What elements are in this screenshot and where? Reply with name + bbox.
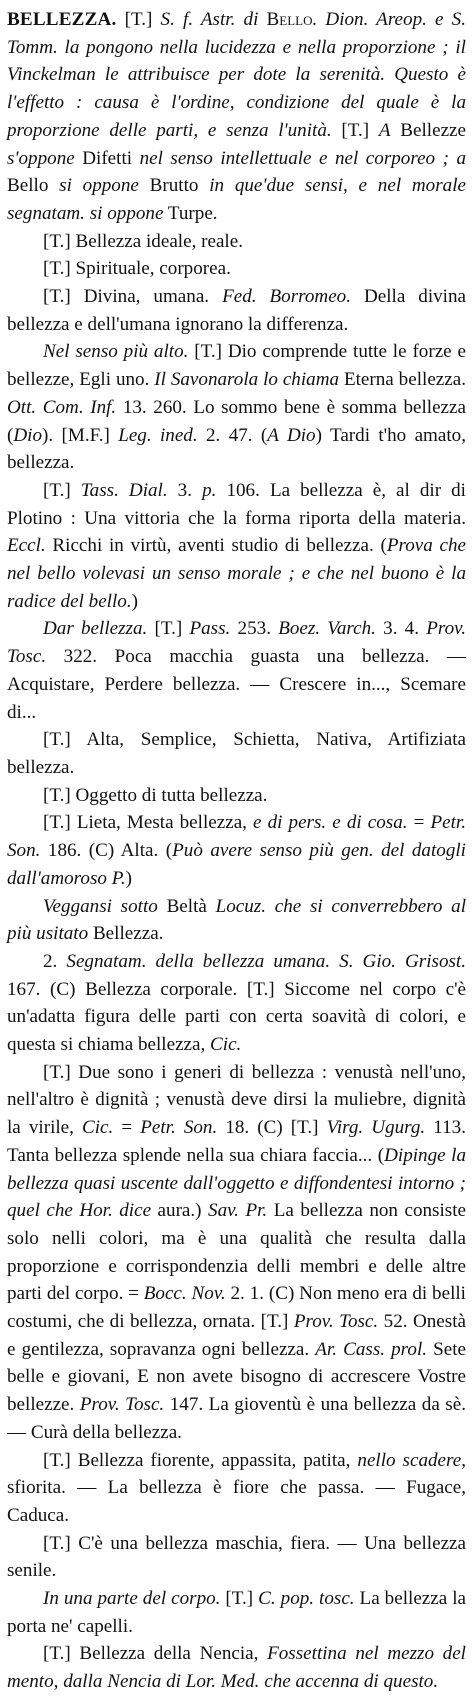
text-run: Bellezze xyxy=(390,119,466,141)
text-run: ) xyxy=(131,590,138,612)
text-run: [T.] Bellezza della Nencia, xyxy=(43,1643,268,1665)
entry-paragraph xyxy=(7,1585,466,1640)
text-run: 147. La gioventù è una bellezza da sè. — Curà della bellezza. xyxy=(7,1394,466,1443)
italic-text: Leg. ined. xyxy=(118,424,198,446)
headword: BELLEZZA. xyxy=(7,9,117,30)
italic-text: A xyxy=(378,119,391,141)
text-run: [T.] xyxy=(147,618,190,640)
italic-text: p. xyxy=(202,479,217,501)
italic-text: C. pop. tosc. xyxy=(258,1588,355,1610)
entry-paragraph xyxy=(7,782,466,810)
italic-text: Fossettina nel mezzo del mento, dalla Nencia di Lor. Med. che accenna di questo. xyxy=(7,1643,466,1693)
entry-paragraph xyxy=(7,255,466,283)
text-run: , sfiorita. — La bellezza è fiore che passa. — Fugace, Caduca. xyxy=(7,1449,466,1526)
italic-text: Prov. Tosc. xyxy=(293,1311,379,1333)
entry-paragraph xyxy=(7,726,466,781)
text-run: Ricchi in virtù, aventi studio di bellezza. ( xyxy=(45,535,387,557)
italic-text: Cic. xyxy=(82,1117,114,1139)
italic-text: Ott. Com. Inf. xyxy=(7,396,117,418)
text-run: Brutto xyxy=(138,175,210,197)
text-run: Eterna bellezza. xyxy=(339,369,466,391)
italic-text: Può avere senso più gen. del datogli dall'amoroso P. xyxy=(7,840,466,889)
text-run: 2. 47. ( xyxy=(197,424,268,446)
text-run: ). [M.F.] xyxy=(42,424,119,446)
italic-text: In una parte del corpo. xyxy=(43,1588,221,1610)
text-run: 2. 1. (C) Non meno era di belli costumi, che di bellezza, ornata. [T.] xyxy=(7,1283,466,1333)
italic-text: Bocc. Nov. xyxy=(143,1283,226,1305)
italic-text: Petr. Son. xyxy=(7,812,466,862)
italic-text: Eccl. xyxy=(7,535,46,557)
text-run: [T.] Due sono i generi di bellezza : venustà nell'uno, nell'altro è dignità ; venustà deve dirsi la muliebre, dignità la virile, xyxy=(7,1061,466,1139)
entry-paragraph xyxy=(7,228,466,256)
text-run: [T.] xyxy=(220,1588,259,1610)
entry-paragraph xyxy=(7,893,466,948)
text-run: Bello xyxy=(266,9,313,30)
italic-text: Veggansi sotto xyxy=(43,895,158,917)
text-run: 167. (C) Bellezza corporale. [T.] Siccome nel corpo c'è un'adatta figura delle parti con certa soavità di colori, e questa si chiama bellezza, xyxy=(7,978,466,1056)
text-run: [T.] xyxy=(116,9,161,30)
italic-text: Locuz. che si converrebbero al più usitato xyxy=(7,895,466,945)
entry-paragraph xyxy=(7,809,466,892)
text-run: Sete belle e giovani, E non avete bisogno di accrescere Vostre bellezze. xyxy=(7,1338,467,1416)
entry-paragraph xyxy=(7,1640,466,1695)
text-run: [T.] Oggetto di tutta bellezza. xyxy=(43,784,268,806)
entry-paragraph xyxy=(7,1059,466,1447)
text-run: Difetti xyxy=(74,147,140,169)
text-run: 3. xyxy=(167,479,203,501)
italic-text: Petr. Son. xyxy=(140,1117,218,1139)
italic-text: si oppone xyxy=(59,175,139,197)
entry-paragraph xyxy=(7,615,466,726)
text-run: ) xyxy=(125,867,133,889)
italic-text: Cic. xyxy=(210,1034,242,1056)
text-run: 52. Onestà e gentilezza, sopravanza ogni bellezza. xyxy=(7,1311,466,1360)
text-run: [T.] Bellezza ideale, reale. xyxy=(43,230,243,252)
entry-paragraph xyxy=(7,948,466,1059)
text-run: [T.] xyxy=(331,119,379,141)
italic-text: . Dion. Areop. e S. Tomm. la pongono nella lucidezza e nella proporzione ; il Vinckelman le attribuisce per dote la serenità. Questo è l'effetto : causa è l'ordine, condizione del quale è la proporzione delle parti, e senza l'unità. xyxy=(7,9,466,141)
text-run: [T.] Alta, Semplice, Schietta, Nativa, Artifiziata bellezza. xyxy=(7,729,466,778)
text-run: = xyxy=(407,812,431,834)
entry-paragraph xyxy=(7,283,466,338)
text-run: Bello xyxy=(7,175,60,197)
text-run: 13. 260. Lo sommo bene è somma bellezza ( xyxy=(7,396,466,446)
italic-text: e di pers. e di cosa. xyxy=(253,812,408,834)
entry-paragraph xyxy=(7,477,466,616)
italic-text: s'oppone xyxy=(7,147,75,169)
italic-text: Dio xyxy=(13,424,42,446)
entry-paragraph xyxy=(7,338,466,477)
italic-text: nel senso intellettuale e nel corporeo ; a xyxy=(139,147,466,169)
text-run: 322. Poca macchia guasta una bellezza. — Acquistare, Perdere bellezza. — Crescere in..., Scemare di... xyxy=(7,646,466,723)
dictionary-entry xyxy=(7,6,466,1696)
text-run: [T.] Lieta, Mesta bellezza, xyxy=(43,812,254,834)
italic-text: Nel senso più alto. xyxy=(43,341,189,363)
entry-paragraph xyxy=(7,1447,466,1530)
text-run: ) Tardi t'ho amato, bellezza. xyxy=(7,424,466,474)
text-run: 113. Tanta bellezza splende nella sua chiara faccia... ( xyxy=(7,1117,466,1166)
italic-text: Prov. Tosc. xyxy=(7,618,466,668)
entry-paragraph xyxy=(7,6,466,228)
italic-text: Prov. Tosc. xyxy=(79,1394,165,1416)
text-run: [T.] xyxy=(43,479,81,501)
text-run: aura.) xyxy=(151,1200,209,1222)
text-run: La bellezza non consiste solo nelli colori, ma è una qualità che resulta dalla proporzione e corrispondenzia delli membri e delle altre parti del corpo. = xyxy=(7,1200,466,1305)
text-run: = xyxy=(113,1117,141,1139)
italic-text: Segnatam. della bellezza umana. S. Gio. Grisost. xyxy=(66,950,467,972)
italic-text: nello scadere xyxy=(357,1449,462,1471)
italic-text: in que'due sensi, e nel morale segnatam. si oppone xyxy=(7,175,466,224)
entry-paragraph xyxy=(7,1530,466,1585)
italic-text: Sav. Pr. xyxy=(208,1200,268,1222)
text-run: 18. (C) [T.] xyxy=(217,1117,327,1139)
text-run: 2. xyxy=(43,950,67,972)
italic-text: Tass. Dial. xyxy=(80,479,168,501)
text-run: 186. (C) Alta. ( xyxy=(40,840,173,862)
text-run: Della divina bellezza e dell'umana ignorano la differenza. xyxy=(7,286,466,335)
text-run: 253. xyxy=(230,618,279,640)
text-run: [T.] C'è una bellezza maschia, fiera. — Una bellezza senile. xyxy=(7,1532,466,1582)
text-run: [T.] Spirituale, corporea. xyxy=(43,258,231,280)
text-run: Turpe. xyxy=(163,202,218,224)
text-run: Bellezza. xyxy=(88,923,164,945)
text-run: La bellezza la porta ne' capelli. xyxy=(7,1588,466,1637)
italic-text: S. f. Astr. di xyxy=(160,9,267,30)
text-run: [T.] Dio comprende tutte le forze e bellezze, Egli uno. xyxy=(7,341,466,391)
text-run: 3. 4. xyxy=(375,618,427,640)
text-run: 106. La bellezza è, al dir di Plotino : Una vittoria che la forma riporta della materia. xyxy=(7,479,466,529)
italic-text: Pass. xyxy=(189,618,231,640)
italic-text: Prova che nel bello volevasi un senso morale ; e che nel buono è la radice del bello. xyxy=(7,535,466,612)
italic-text: Dar bellezza. xyxy=(43,618,148,640)
italic-text: Il Savonarola lo chiama xyxy=(154,369,340,391)
text-run: [T.] Bellezza fiorente, appassita, patita, xyxy=(43,1449,358,1471)
text-run: [T.] Divina, umana. xyxy=(43,286,223,308)
italic-text: Ar. Cass. prol. xyxy=(315,1338,428,1360)
text-run: Beltà xyxy=(157,895,216,917)
italic-text: Virg. Ugurg. xyxy=(326,1117,426,1139)
italic-text: A Dio xyxy=(267,424,316,446)
italic-text: Fed. Borromeo. xyxy=(222,286,351,308)
italic-text: Dipinge la bellezza quasi uscente dall'oggetto e diffondentesi intorno ; quel che Hor. dice xyxy=(7,1144,467,1222)
italic-text: Boez. Varch. xyxy=(278,618,376,640)
